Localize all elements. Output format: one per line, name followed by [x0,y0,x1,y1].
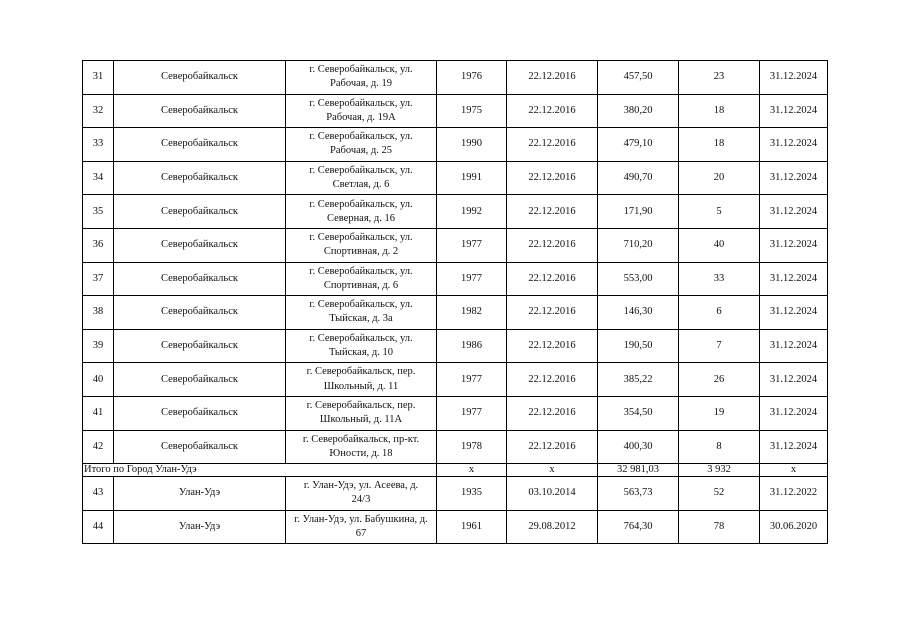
recognition-date: 22.12.2016 [507,94,598,128]
table-row [83,228,828,262]
residents-count: 8 [679,430,760,464]
resettlement-deadline: 31.12.2024 [760,195,828,229]
row-number: 33 [83,128,114,162]
residents-count: 6 [679,296,760,330]
address-line-2: Рабочая, д. 19 [330,78,392,90]
build-year: 1977 [437,228,507,262]
locality: Северобайкальск [114,228,286,262]
table-row [83,510,828,544]
locality: Северобайкальск [114,61,286,95]
area: 171,90 [598,195,679,229]
recognition-date: 22.12.2016 [507,430,598,464]
area: 190,50 [598,329,679,363]
residents-count: 33 [679,262,760,296]
address [286,94,437,128]
address-line-1: г. Северобайкальск, ул. [309,198,413,210]
total-deadline: x [760,464,828,477]
address-line-1: г. Северобайкальск, ул. [309,64,413,76]
total-date: x [507,464,598,477]
address-line-1: г. Северобайкальск, ул. [309,232,413,244]
address-line-1: г. Северобайкальск, пр-кт. [302,433,420,445]
locality: Северобайкальск [114,396,286,430]
address-line-2: Школьный, д. 11 [323,380,399,392]
row-number: 32 [83,94,114,128]
locality: Северобайкальск [114,128,286,162]
area: 146,30 [598,296,679,330]
residents-count: 26 [679,363,760,397]
build-year: 1982 [437,296,507,330]
table-row [83,296,828,330]
resettlement-deadline: 31.12.2024 [760,128,828,162]
area: 400,30 [598,430,679,464]
address-line-2: Северная, д. 16 [326,212,396,224]
total-year: x [437,464,507,477]
address-line-1: г. Улан-Удэ, ул. Асеева, д. [303,480,419,492]
total-label: Итого по Город Улан-Удэ [83,464,437,477]
table-row [83,477,828,511]
build-year: 1961 [437,510,507,544]
address-line-1: г. Северобайкальск, ул. [309,131,413,143]
area: 385,22 [598,363,679,397]
build-year: 1975 [437,94,507,128]
total-area: 32 981,03 [598,464,679,477]
address [286,477,437,511]
address [286,363,437,397]
total-residents: 3 932 [679,464,760,477]
locality: Северобайкальск [114,195,286,229]
residents-count: 18 [679,94,760,128]
address-line-2: Школьный, д. 11А [319,414,403,426]
row-number: 36 [83,228,114,262]
address-line-2: Спортивная, д. 2 [323,246,399,258]
address [286,296,437,330]
address [286,228,437,262]
resettlement-deadline: 31.12.2024 [760,161,828,195]
build-year: 1977 [437,396,507,430]
table-row [83,262,828,296]
locality: Северобайкальск [114,363,286,397]
resettlement-deadline: 31.12.2024 [760,94,828,128]
address-line-2: Светлая, д. 6 [332,179,390,191]
address-line-1: г. Северобайкальск, пер. [306,366,416,378]
address-line-2: Юности, д. 18 [329,447,393,459]
address-line-1: г. Улан-Удэ, ул. Бабушкина, д. [294,513,428,525]
row-number: 35 [83,195,114,229]
row-number: 31 [83,61,114,95]
table-row [83,363,828,397]
table-row [83,329,828,363]
recognition-date: 03.10.2014 [507,477,598,511]
residents-count: 78 [679,510,760,544]
address [286,61,437,95]
address-line-1: г. Северобайкальск, пер. [306,400,416,412]
address-line-1: г. Северобайкальск, ул. [309,332,413,344]
build-year: 1986 [437,329,507,363]
address-line-1: г. Северобайкальск, ул. [309,164,413,176]
row-number: 37 [83,262,114,296]
locality: Северобайкальск [114,329,286,363]
resettlement-deadline: 31.12.2024 [760,61,828,95]
table-row [83,396,828,430]
build-year: 1990 [437,128,507,162]
table-body [83,61,828,544]
address-line-2: Тыйская, д. 10 [329,347,393,359]
area: 764,30 [598,510,679,544]
resettlement-deadline: 31.12.2024 [760,396,828,430]
residents-count: 18 [679,128,760,162]
build-year: 1978 [437,430,507,464]
address-line-2: Тыйская, д. 3а [329,313,393,325]
address-line-1: г. Северобайкальск, ул. [309,265,413,277]
resettlement-deadline: 31.12.2024 [760,363,828,397]
residents-count: 7 [679,329,760,363]
area: 553,00 [598,262,679,296]
build-year: 1977 [437,363,507,397]
recognition-date: 22.12.2016 [507,396,598,430]
locality: Улан-Удэ [114,477,286,511]
address-line-2: Рабочая, д. 19А [326,111,396,123]
residents-count: 5 [679,195,760,229]
table-row [83,128,828,162]
area: 710,20 [598,228,679,262]
build-year: 1991 [437,161,507,195]
address [286,510,437,544]
resettlement-deadline: 31.12.2022 [760,477,828,511]
area: 479,10 [598,128,679,162]
resettlement-deadline: 31.12.2024 [760,262,828,296]
row-number: 44 [83,510,114,544]
address [286,430,437,464]
address-line-1: г. Северобайкальск, ул. [309,97,413,109]
address [286,262,437,296]
row-number: 43 [83,477,114,511]
table-row [83,94,828,128]
locality: Северобайкальск [114,296,286,330]
resettlement-deadline: 31.12.2024 [760,329,828,363]
row-number: 40 [83,363,114,397]
recognition-date: 22.12.2016 [507,296,598,330]
area: 380,20 [598,94,679,128]
resettlement-deadline: 30.06.2020 [760,510,828,544]
area: 354,50 [598,396,679,430]
resettlement-deadline: 31.12.2024 [760,430,828,464]
locality: Северобайкальск [114,94,286,128]
residents-count: 19 [679,396,760,430]
row-number: 34 [83,161,114,195]
recognition-date: 22.12.2016 [507,61,598,95]
address-line-1: г. Северобайкальск, ул. [309,299,413,311]
total-row [83,464,828,477]
address [286,329,437,363]
table-row [83,161,828,195]
address [286,195,437,229]
address-line-2: 67 [355,528,367,540]
recognition-date: 29.08.2012 [507,510,598,544]
area: 457,50 [598,61,679,95]
address-line-2: Рабочая, д. 25 [330,145,392,157]
build-year: 1977 [437,262,507,296]
housing-register-table [82,60,828,544]
recognition-date: 22.12.2016 [507,228,598,262]
resettlement-deadline: 31.12.2024 [760,296,828,330]
area: 490,70 [598,161,679,195]
build-year: 1935 [437,477,507,511]
recognition-date: 22.12.2016 [507,329,598,363]
area: 563,73 [598,477,679,511]
row-number: 39 [83,329,114,363]
recognition-date: 22.12.2016 [507,195,598,229]
resettlement-deadline: 31.12.2024 [760,228,828,262]
address [286,128,437,162]
residents-count: 23 [679,61,760,95]
table-row [83,430,828,464]
locality: Северобайкальск [114,262,286,296]
recognition-date: 22.12.2016 [507,363,598,397]
residents-count: 20 [679,161,760,195]
table-row [83,195,828,229]
address [286,396,437,430]
recognition-date: 22.12.2016 [507,161,598,195]
residents-count: 40 [679,228,760,262]
build-year: 1976 [437,61,507,95]
address-line-2: Спортивная, д. 6 [323,279,399,291]
residents-count: 52 [679,477,760,511]
address [286,161,437,195]
build-year: 1992 [437,195,507,229]
row-number: 38 [83,296,114,330]
locality: Северобайкальск [114,161,286,195]
address-line-2: 24/3 [351,494,371,506]
table-row [83,61,828,95]
recognition-date: 22.12.2016 [507,128,598,162]
locality: Улан-Удэ [114,510,286,544]
row-number: 42 [83,430,114,464]
locality: Северобайкальск [114,430,286,464]
recognition-date: 22.12.2016 [507,262,598,296]
row-number: 41 [83,396,114,430]
